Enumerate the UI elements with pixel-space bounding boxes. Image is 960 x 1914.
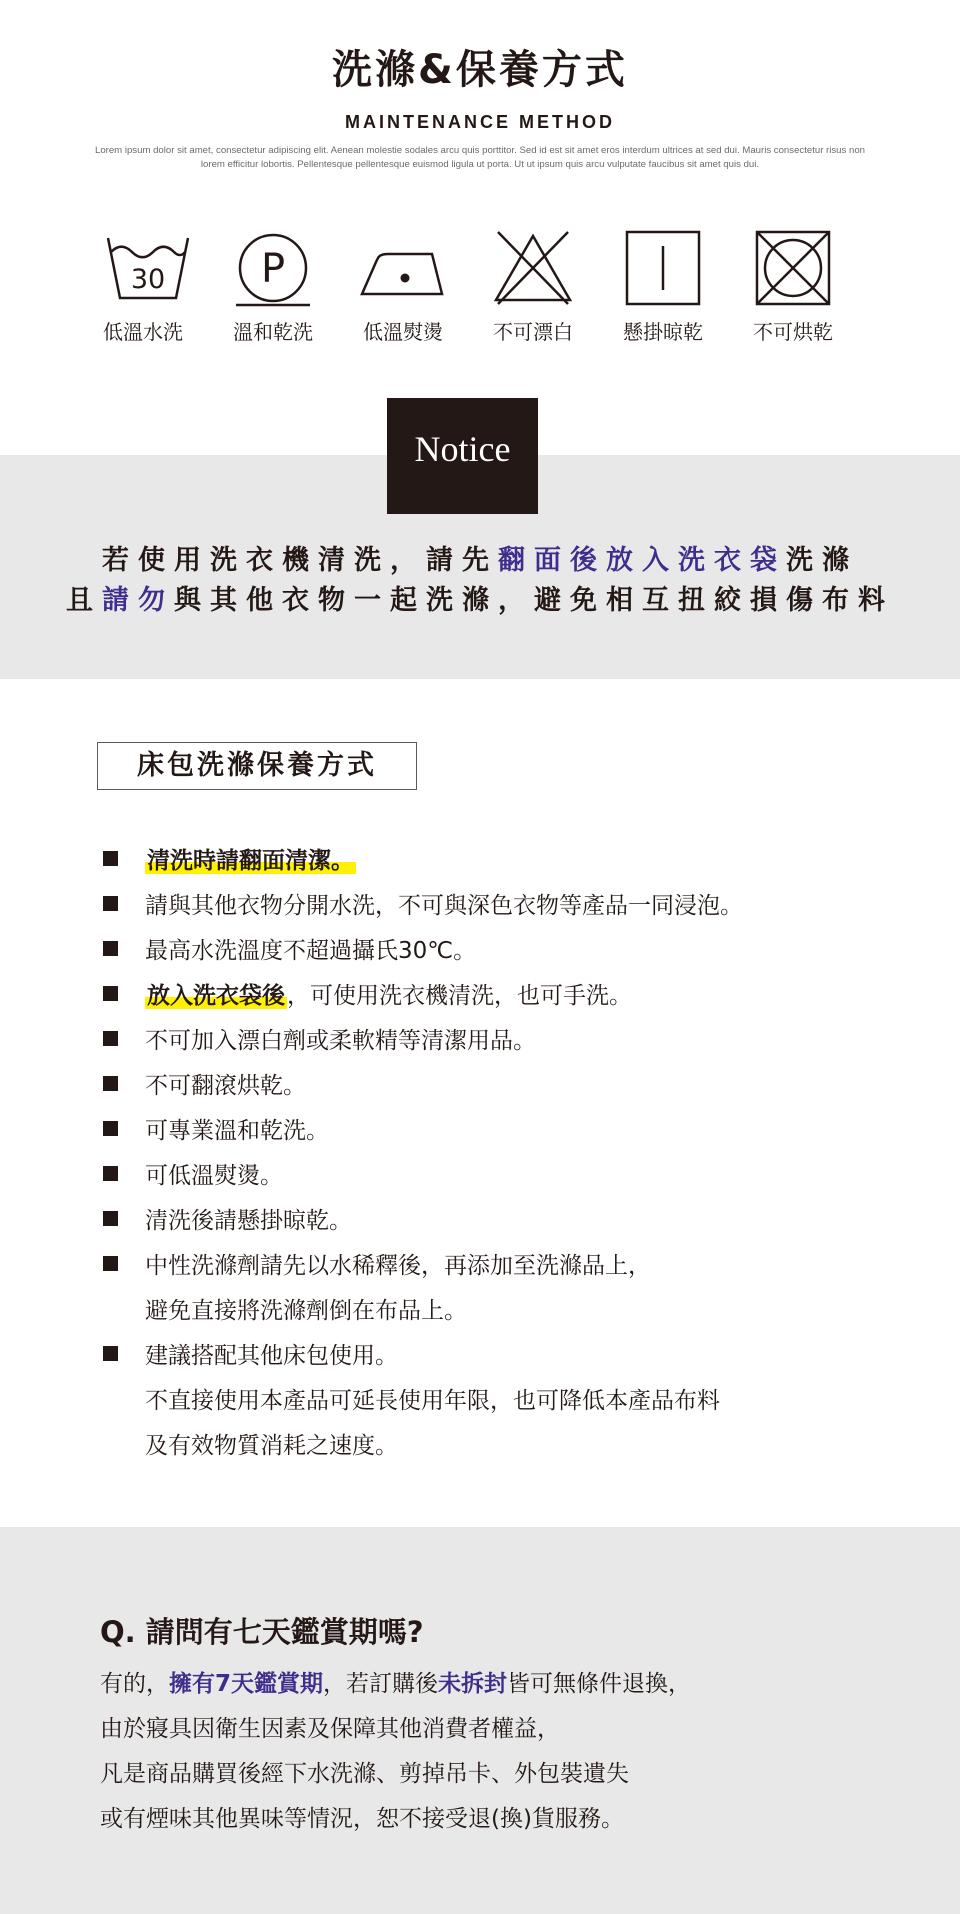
faq-answer-line-2: 由於寢具因衛生因素及保障其他消費者權益， (100, 1716, 560, 1742)
faq-answer-text: 有的， (100, 1671, 169, 1697)
square-bullet-icon (103, 851, 118, 866)
care-label-linedry: 懸掛晾乾 (623, 320, 703, 344)
list-item-text: 可專業溫和乾洗。 (145, 1118, 329, 1144)
list-item-text: 可低溫熨燙。 (145, 1163, 283, 1189)
page-title: 洗滌&保養方式 (332, 47, 628, 93)
care-icons-row (78, 228, 878, 348)
care-label-bleach: 不可漂白 (493, 320, 573, 344)
list-item (100, 1243, 880, 1288)
square-bullet-icon (103, 1121, 118, 1136)
care-label-iron: 低溫熨燙 (363, 320, 443, 344)
faq-answer-emphasis: 未拆封 (438, 1671, 508, 1697)
care-item-linedry (598, 228, 728, 348)
list-item (100, 1063, 880, 1108)
notice-line-1-emphasis: 翻面後放入洗衣袋 (498, 545, 786, 576)
list-item (100, 838, 880, 883)
list-item (100, 1198, 880, 1243)
page-subtitle: MAINTENANCE METHOD (345, 112, 615, 132)
care-label-dryclean: 溫和乾洗 (233, 320, 313, 344)
section-heading: 床包洗滌保養方式 (137, 750, 377, 781)
faq-answer-text: 皆可無條件退換， (507, 1671, 692, 1697)
intro-text: Lorem ipsum dolor sit amet, consectetur adipiscing elit. Aenean molestie sodales arcu quis porttitor. Sed id est sit amet eros interdum ultrices at sed dui. Mauris consectetur risus non lorem efficitur lobortis. Pellentesque pellentesque euismod ligula ut porta. Ut ut ipsum quis arcu vulputate faucibus sit amet quis dui. (94, 145, 865, 170)
square-bullet-icon (103, 1211, 118, 1226)
list-item-continuation (100, 1378, 880, 1423)
list-item (100, 973, 880, 1018)
square-bullet-icon (103, 986, 118, 1001)
notice-badge-text: Notice (414, 429, 511, 469)
faq-answer-line-3: 凡是商品購買後經下水洗滌、剪掉吊卡、外包裝遺失 (100, 1761, 629, 1787)
no-bleach-icon (468, 228, 598, 308)
list-item-text: 請與其他衣物分開水洗，不可與深色衣物等產品一同浸泡。 (145, 893, 743, 919)
no-tumble-dry-icon (728, 228, 858, 308)
notice-line-2-emphasis: 請勿 (102, 585, 174, 616)
list-item-text: 建議搭配其他床包使用。 (145, 1343, 398, 1369)
list-item (100, 928, 880, 973)
list-item (100, 1018, 880, 1063)
dryclean-mark: P (260, 246, 286, 292)
notice-line-1-c: 洗滌 (786, 545, 858, 576)
notice-line-1 (0, 538, 960, 577)
care-item-dryclean (208, 228, 338, 348)
care-label-tumble: 不可烘乾 (753, 320, 833, 344)
iron-low-icon (338, 228, 468, 308)
faq-answer-text: ，若訂購後 (323, 1671, 439, 1697)
list-item-text: 不可加入漂白劑或柔軟精等清潔用品。 (145, 1028, 536, 1054)
notice-line-2-c: 與其他衣物一起洗滌，避免相互扭絞損傷布料 (174, 585, 894, 616)
square-bullet-icon (103, 1166, 118, 1181)
notice-line-2 (0, 578, 960, 617)
highlighted-text: 清洗時請翻面清潔。 (147, 848, 354, 874)
care-list (100, 838, 880, 1468)
highlighted-text: 放入洗衣袋後 (147, 983, 285, 1009)
notice-badge (387, 398, 538, 514)
square-bullet-icon (103, 1076, 118, 1091)
wash-30-icon (78, 228, 208, 308)
square-bullet-icon (103, 941, 118, 956)
list-item-text: 避免直接將洗滌劑倒在布品上。 (145, 1298, 467, 1324)
notice-line-2-a: 且 (66, 585, 102, 616)
list-item-rest: ，可使用洗衣機清洗，也可手洗。 (287, 983, 632, 1009)
faq-answer-line-4: 或有煙味其他異味等情況，恕不接受退(換)貨服務。 (100, 1806, 624, 1832)
list-item-text: 清洗後請懸掛晾乾。 (145, 1208, 352, 1234)
notice-line-1-a: 若使用洗衣機清洗，請先 (102, 545, 498, 576)
list-item-continuation (100, 1423, 880, 1468)
list-item-text: 不可翻滾烘乾。 (145, 1073, 306, 1099)
list-item (100, 1333, 880, 1378)
list-item-text (145, 842, 356, 875)
faq-question: Q. 請問有七天鑑賞期嗎? (100, 1615, 424, 1649)
care-item-iron (338, 228, 468, 348)
square-bullet-icon (103, 896, 118, 911)
square-bullet-icon (103, 1031, 118, 1046)
square-bullet-icon (103, 1256, 118, 1271)
list-item-text: 及有效物質消耗之速度。 (145, 1433, 398, 1459)
list-item-text: 最高水洗溫度不超過攝氏30℃。 (145, 938, 477, 964)
wash-temp-mark: 30 (130, 264, 166, 295)
care-item-bleach (468, 228, 598, 348)
list-item-text (145, 977, 632, 1010)
care-item-wash (78, 228, 208, 348)
care-item-tumble (728, 228, 858, 348)
dry-clean-p-icon (208, 228, 338, 308)
care-label-wash: 低溫水洗 (103, 320, 183, 344)
list-item-continuation (100, 1288, 880, 1333)
list-item (100, 1108, 880, 1153)
list-item (100, 883, 880, 928)
list-item-text: 中性洗滌劑請先以水稀釋後，再添加至洗滌品上， (145, 1253, 651, 1279)
line-dry-icon (598, 228, 728, 308)
list-item (100, 1153, 880, 1198)
faq-answer-emphasis: 擁有7天鑑賞期 (169, 1671, 324, 1697)
faq-answer-line-1 (100, 1665, 691, 1698)
section-heading-box (97, 742, 417, 790)
list-item-text: 不直接使用本產品可延長使用年限，也可降低本產品布料 (145, 1388, 720, 1414)
square-bullet-icon (103, 1346, 118, 1361)
